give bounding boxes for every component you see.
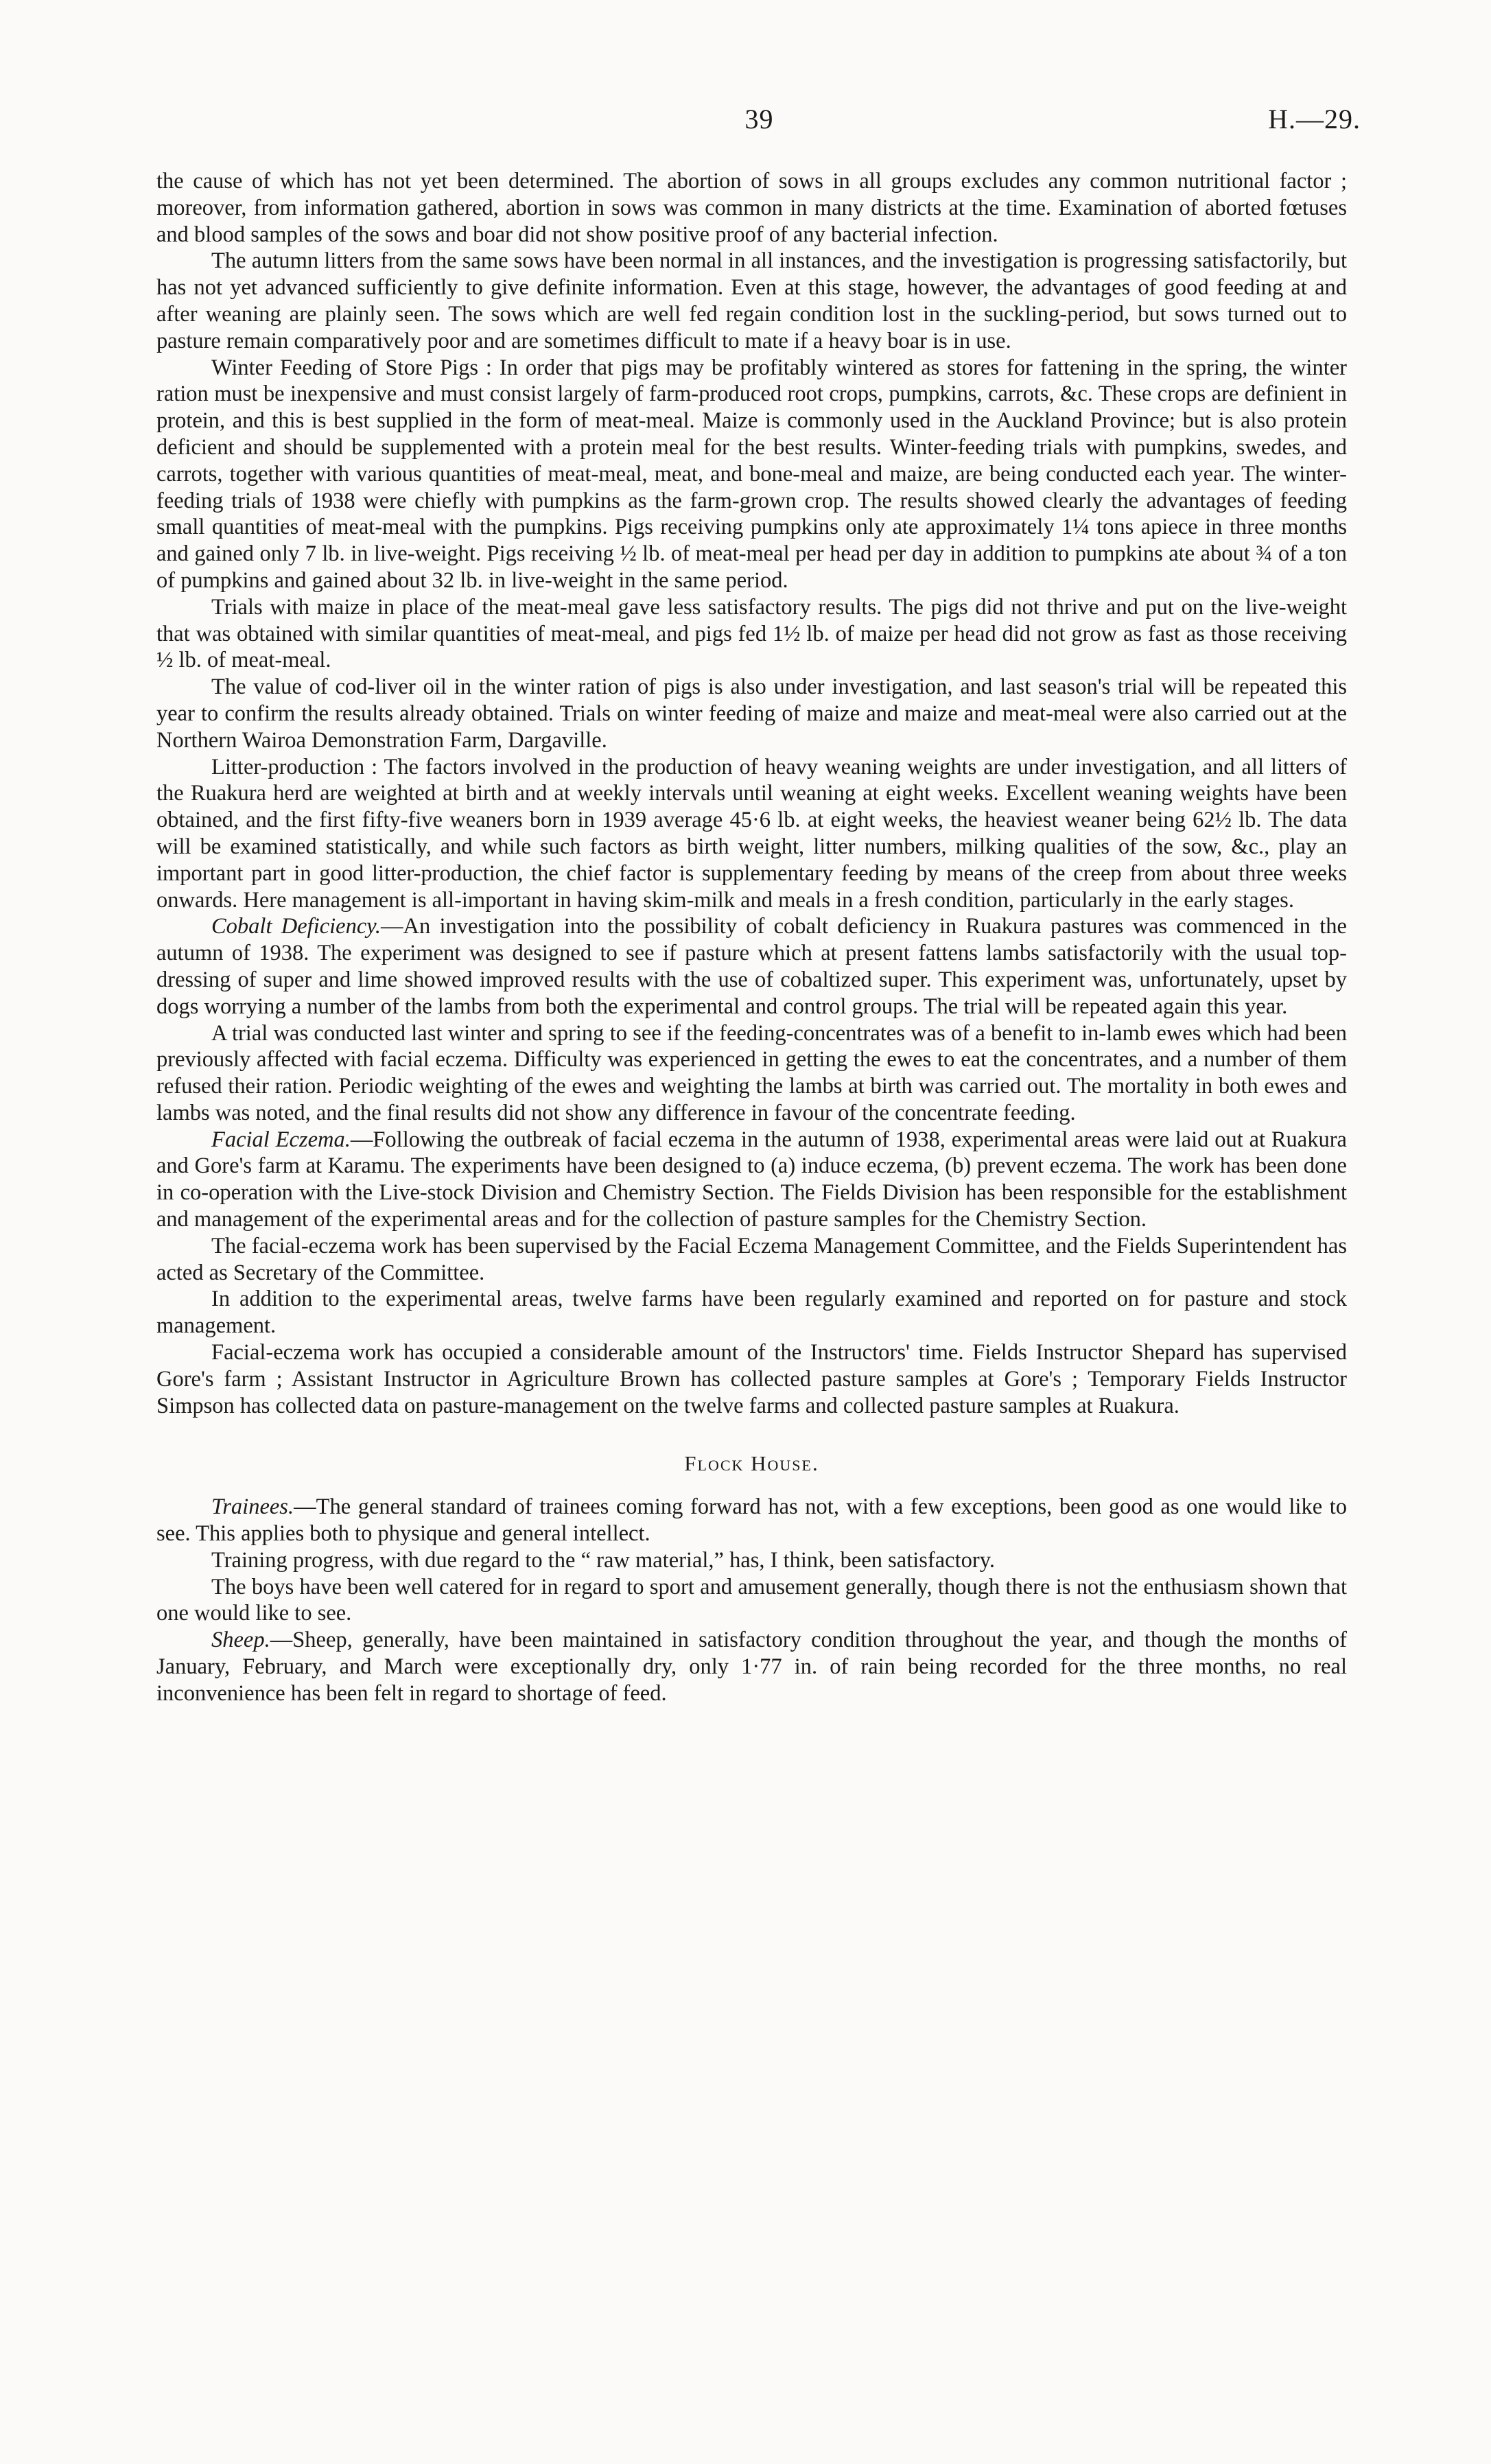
paragraph-lead-heading: Trainees. — [211, 1494, 294, 1520]
paragraph — [156, 674, 1347, 753]
paragraph-text: —Sheep, generally, have been maintained in satisfactory condition throughout the year, and though the months of January, February, and March were exceptionally dry, only 1·77 in. of rain being recorded for the three months, no real inconvenience has been felt in regard to shortage of feed. — [156, 1628, 1347, 1706]
paragraph-lead-heading: Sheep. — [211, 1628, 270, 1653]
paragraph-text: The autumn litters from the same sows have been normal in all instances, and the investigation is progressing satisfactorily, but has not yet advanced sufficiently to give definite information. Even at this stage, however, the advantages of good feeding at and after weaning are plainly seen. The sows which are well fed regain condition lost in the suckling-period, but sows turned out to pasture remain comparatively poor and are sometimes difficult to mate if a heavy boar is in use. — [156, 248, 1347, 353]
paragraph — [156, 1574, 1347, 1628]
document-reference: H.—29. — [1268, 104, 1361, 134]
paragraph-text: Trials with maize in place of the meat-meal gave less satisfactory results. The pigs did not thrive and put on the live-weight that was obtained with similar quantities of meat-meal, and pigs fed 1½ lb. of maize per head did not grow as fast as those receiving ½ lb. of meat-meal. — [156, 594, 1347, 673]
paragraph-text: —The general standard of trainees coming forward has not, with a few exceptions, been good as one would like to see. This applies both to physique and general intellect. — [156, 1494, 1347, 1547]
page-body — [156, 168, 1347, 1707]
paragraph-text: Facial-eczema work has occupied a considerable amount of the Instructors' time. Fields Instructor Shepard has supervised Gore's farm ; Assistant Instructor in Agriculture Brown has collected pasture samples at Gore's ; Temporary Fields Instructor Simpson has collected data on pasture-management on the twelve farms and collected pasture samples at Ruakura. — [156, 1340, 1347, 1418]
paragraph-text: The value of cod-liver oil in the winter ration of pigs is also under investigation, and last season's trial will be repeated this year to confirm the results already obtained. Trials on winter feeding of maize and maize and meat-meal were also carried out at the Northern Wairoa Demonstration Farm, Dargaville. — [156, 674, 1347, 753]
page-header — [158, 103, 1361, 144]
paragraph — [156, 1494, 1347, 1547]
paragraph — [156, 754, 1347, 914]
paragraph-lead-heading: Cobalt Deficiency. — [211, 914, 381, 939]
paragraph-text: In addition to the experimental areas, twelve farms have been regularly examined and reported on for pasture and stock management. — [156, 1287, 1347, 1339]
paragraph — [156, 1127, 1347, 1233]
paragraph-text: A trial was conducted last winter and spring to see if the feeding-concentrates was of a benefit to in-lamb ewes which had been previously affected with facial eczema. Difficulty was experienced in getting the ewes to eat the concentrates, and a number of them refused their ration. Periodic weighting of the ewes and weighting the lambs at birth was carried out. The mortality in both ewes and lambs was noted, and the final results did not show any difference in favour of the concentrate feeding. — [156, 1020, 1347, 1125]
paragraph — [156, 594, 1347, 674]
paragraph-lead-heading: Facial Eczema. — [211, 1127, 351, 1152]
paragraph-text: The boys have been well catered for in regard to sport and amusement generally, though there is not the enthusiasm shown that one would like to see. — [156, 1574, 1347, 1626]
report-section-top — [156, 168, 1347, 1419]
report-section-bottom — [156, 1494, 1347, 1706]
paragraph — [156, 1286, 1347, 1339]
paragraph-text: the cause of which has not yet been determined. The abortion of sows in all groups excludes any common nutritional factor ; moreover, from information gathered, abortion in sows was common in many districts at the time. Examination of aborted fœtuses and blood samples of the sows and boar did not show positive proof of any bacterial infection. — [156, 169, 1347, 247]
paragraph-text: Litter-production : The factors involved in the production of heavy weaning weights are under investigation, and all litters of the Ruakura herd are weighted at birth and at weekly intervals until weaning at eight weeks. Excellent weaning weights have been obtained, and the first fifty-five weaners born in 1939 average 45·6 lb. at eight weeks, the heaviest weaner being 62½ lb. The data will be examined statistically, and while such factors as birth weight, litter numbers, milking qualities of the sow, &c., play an important part in good litter-production, the chief factor is supplementary feeding by means of the creep from about three weeks onwards. Here management is all-important in having skim-milk and meals in a fresh condition, particularly in the early stages. — [156, 754, 1347, 913]
paragraph — [156, 355, 1347, 594]
paragraph — [156, 1233, 1347, 1287]
page-number: 39 — [744, 104, 774, 134]
paragraph-text: Winter Feeding of Store Pigs : In order that pigs may be profitably wintered as stores for fattening in the spring, the winter ration must be inexpensive and must consist largely of farm-produced root crops, pumpkins, carrots, &c. These crops are definient in protein, and this is best supplied in the form of meat-meal. Maize is commonly used in the Auckland Province; but is also protein deficient and should be supplemented with a protein meal for the best results. Winter-feeding trials with pumpkins, swedes, and carrots, together with various quantities of meat-meal, meat, and bone-meal and maize, are being conducted each year. The winter-feeding trials of 1938 were chiefly with pumpkins as the farm-grown crop. The results showed clearly the advantages of feeding small quantities of meat-meal with the pumpkins. Pigs receiving pumpkins only ate approximately 1¼ tons apiece in three months and gained only 7 lb. in live-weight. Pigs receiving ½ lb. of meat-meal per head per day in addition to pumpkins ate about ¾ of a ton of pumpkins and gained about 32 lb. in live-weight in the same period. — [156, 355, 1347, 593]
paragraph — [156, 1339, 1347, 1419]
paragraph — [156, 248, 1347, 354]
section-heading-flock-house: Flock House. — [684, 1451, 819, 1476]
paragraph — [156, 1627, 1347, 1706]
paragraph-text: The facial-eczema work has been supervised by the Facial Eczema Management Committee, and the Fields Superintendent has acted as Secretary of the Committee. — [156, 1233, 1347, 1285]
paragraph — [156, 913, 1347, 1020]
paragraph-text: —Following the outbreak of facial eczema in the autumn of 1938, experimental areas were laid out at Ruakura and Gore's farm at Karamu. The experiments have been designed to (a) induce eczema, (b) prevent eczema. The work has been done in co-operation with the Live-stock Division and Chemistry Section. The Fields Division has been responsible for the establishment and management of the experimental areas and for the collection of pasture samples for the Chemistry Section. — [156, 1127, 1347, 1232]
paragraph — [156, 1547, 1347, 1574]
paragraph-text: —An investigation into the possibility of cobalt deficiency in Ruakura pastures was commenced in the autumn of 1938. The experiment was designed to see if pasture which at present fattens lambs satisfactorily with the usual top-dressing of super and lime showed improved results with the use of cobaltized super. This experiment was, unfortunately, upset by dogs worrying a number of the lambs from both the experimental and control groups. The trial will be repeated again this year. — [156, 914, 1347, 1019]
paragraph-text: Training progress, with due regard to the “ raw material,” has, I think, been satisfactory. — [211, 1547, 995, 1573]
paragraph — [156, 168, 1347, 248]
paragraph — [156, 1020, 1347, 1127]
